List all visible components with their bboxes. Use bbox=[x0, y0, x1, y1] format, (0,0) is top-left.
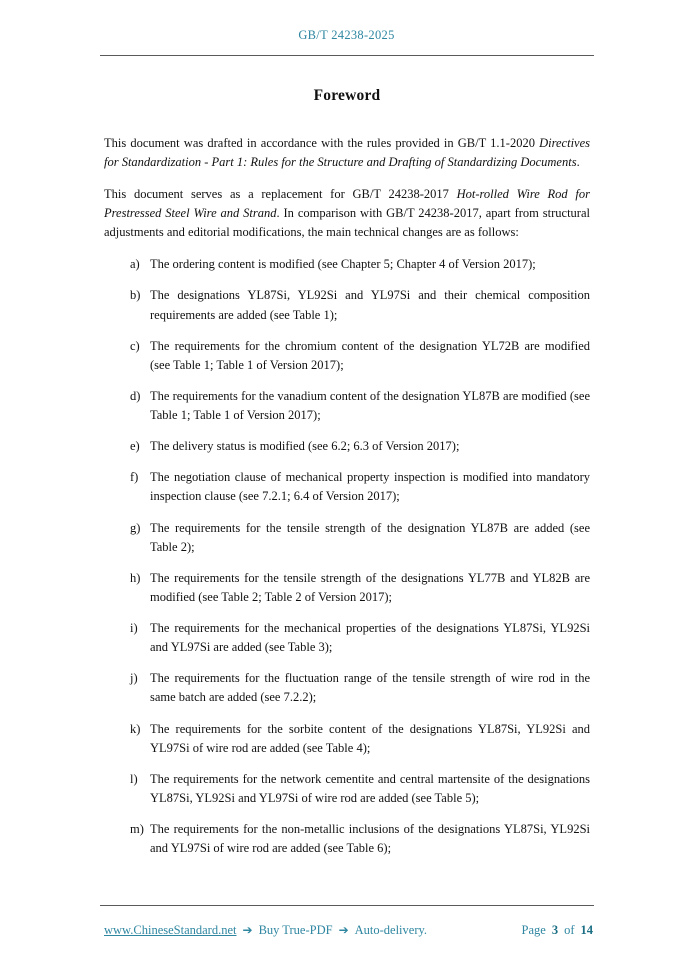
website-link[interactable]: www.ChineseStandard.net bbox=[104, 923, 237, 937]
paragraph bbox=[104, 134, 590, 172]
change-list-item bbox=[130, 669, 590, 707]
list-item-text: The requirements for the tensile strength of the designations YL77B and YL82B are modified (see Table 2; Table 2 of Version 2017); bbox=[150, 570, 590, 604]
referenced-document-title: Hot-rolled Wire Rod for Prestressed Steel Wire and Strand bbox=[104, 186, 590, 221]
paragraph-text: This document serves as a replacement for GB/T 24238-2017 bbox=[104, 186, 457, 201]
change-list-item bbox=[130, 468, 590, 506]
change-list-item bbox=[130, 820, 590, 858]
paragraph-text: . In comparison with GB/T 24238-2017, apart from structural adjustments and editorial modifications, the main technical changes are as follows: bbox=[104, 206, 590, 240]
page-footer bbox=[104, 923, 593, 938]
page-header bbox=[0, 28, 693, 43]
change-list-item bbox=[130, 337, 590, 375]
list-item-label: e) bbox=[130, 439, 140, 454]
changes-list bbox=[104, 255, 590, 858]
change-list-item bbox=[130, 255, 590, 274]
list-item-label: a) bbox=[130, 257, 140, 272]
list-item-label: l) bbox=[130, 771, 138, 786]
paragraph-text: This document was drafted in accordance with the rules provided in GB/T 1.1-2020 bbox=[104, 135, 540, 150]
list-item-text: The requirements for the fluctuation range of the tensile strength of wire rod in the same batch are added (see 7.2.2); bbox=[150, 671, 590, 705]
total-pages: 14 bbox=[580, 923, 593, 937]
change-list-item bbox=[130, 519, 590, 557]
list-item-label: b) bbox=[130, 288, 141, 303]
change-list-item bbox=[130, 619, 590, 657]
page-indicator bbox=[522, 923, 593, 938]
section-title: Foreword bbox=[313, 87, 381, 104]
page-number: 3 bbox=[551, 923, 559, 937]
list-item-label: d) bbox=[130, 388, 141, 403]
list-item-text: The negotiation clause of mechanical property inspection is modified into mandatory inspection clause (see 7.2.1; 6.4 of Version 2017); bbox=[150, 470, 590, 504]
arrow-icon: ➔ bbox=[242, 923, 253, 937]
list-item-text: The delivery status is modified (see 6.2; 6.3 of Version 2017); bbox=[150, 439, 460, 454]
auto-delivery-text: Auto-delivery. bbox=[354, 923, 428, 937]
paragraph bbox=[104, 185, 590, 242]
standard-number: GB/T 24238-2025 bbox=[298, 28, 395, 42]
arrow-icon: ➔ bbox=[338, 923, 349, 937]
list-item-text: The requirements for the chromium content of the designation YL72B are modified (see Table 1; Table 1 of Version 2017); bbox=[150, 338, 590, 372]
document-content bbox=[104, 84, 590, 870]
buy-true-pdf-text: Buy True-PDF bbox=[258, 923, 333, 937]
change-list-item bbox=[130, 387, 590, 425]
page-label: Page bbox=[521, 923, 546, 937]
of-label: of bbox=[564, 923, 575, 937]
change-list-item bbox=[130, 437, 590, 456]
list-item-text: The requirements for the network cementite and central martensite of the designations YL87Si, YL92Si and YL97Si of wire rod are added (see Table 5); bbox=[150, 771, 590, 805]
list-item-text: The requirements for the mechanical properties of the designations YL87Si, YL92Si and YL97Si are added (see Table 3); bbox=[150, 621, 590, 655]
change-list-item bbox=[130, 770, 590, 808]
list-item-text: The designations YL87Si, YL92Si and YL97Si and their chemical composition requirements are added (see Table 1); bbox=[150, 288, 590, 322]
paragraph-text: . bbox=[576, 154, 580, 169]
list-item-label: f) bbox=[130, 470, 139, 485]
footer-links bbox=[104, 923, 427, 938]
change-list-item bbox=[130, 720, 590, 758]
list-item-text: The requirements for the vanadium content of the designation YL87B are modified (see Table 1; Table 1 of Version 2017); bbox=[150, 388, 590, 423]
list-item-label: h) bbox=[130, 570, 141, 585]
change-list-item bbox=[130, 286, 590, 324]
list-item-label: g) bbox=[130, 520, 141, 535]
list-item-label: j) bbox=[130, 671, 138, 686]
list-item-label: c) bbox=[130, 338, 140, 353]
header-divider bbox=[100, 55, 594, 56]
change-list-item bbox=[130, 569, 590, 607]
list-item-label: i) bbox=[130, 621, 138, 636]
list-item-label: k) bbox=[130, 721, 141, 736]
list-item-text: The requirements for the sorbite content of the designations YL87Si, YL92Si and YL97Si of wire rod are added (see Table 4); bbox=[150, 721, 590, 755]
list-item-label: m) bbox=[130, 822, 144, 837]
footer-divider bbox=[100, 905, 594, 906]
list-item-text: The requirements for the non-metallic inclusions of the designations YL87Si, YL92Si and YL97Si of wire rod are added (see Table 6); bbox=[150, 822, 590, 856]
referenced-document-title: Directives for Standardization - Part 1: Rules for the Structure and Drafting of Standardizing Documents bbox=[104, 135, 590, 169]
list-item-text: The ordering content is modified (see Chapter 5; Chapter 4 of Version 2017); bbox=[150, 257, 536, 272]
intro-paragraphs bbox=[104, 134, 590, 243]
list-item-text: The requirements for the tensile strength of the designation YL87B are added (see Table 2); bbox=[150, 520, 590, 554]
